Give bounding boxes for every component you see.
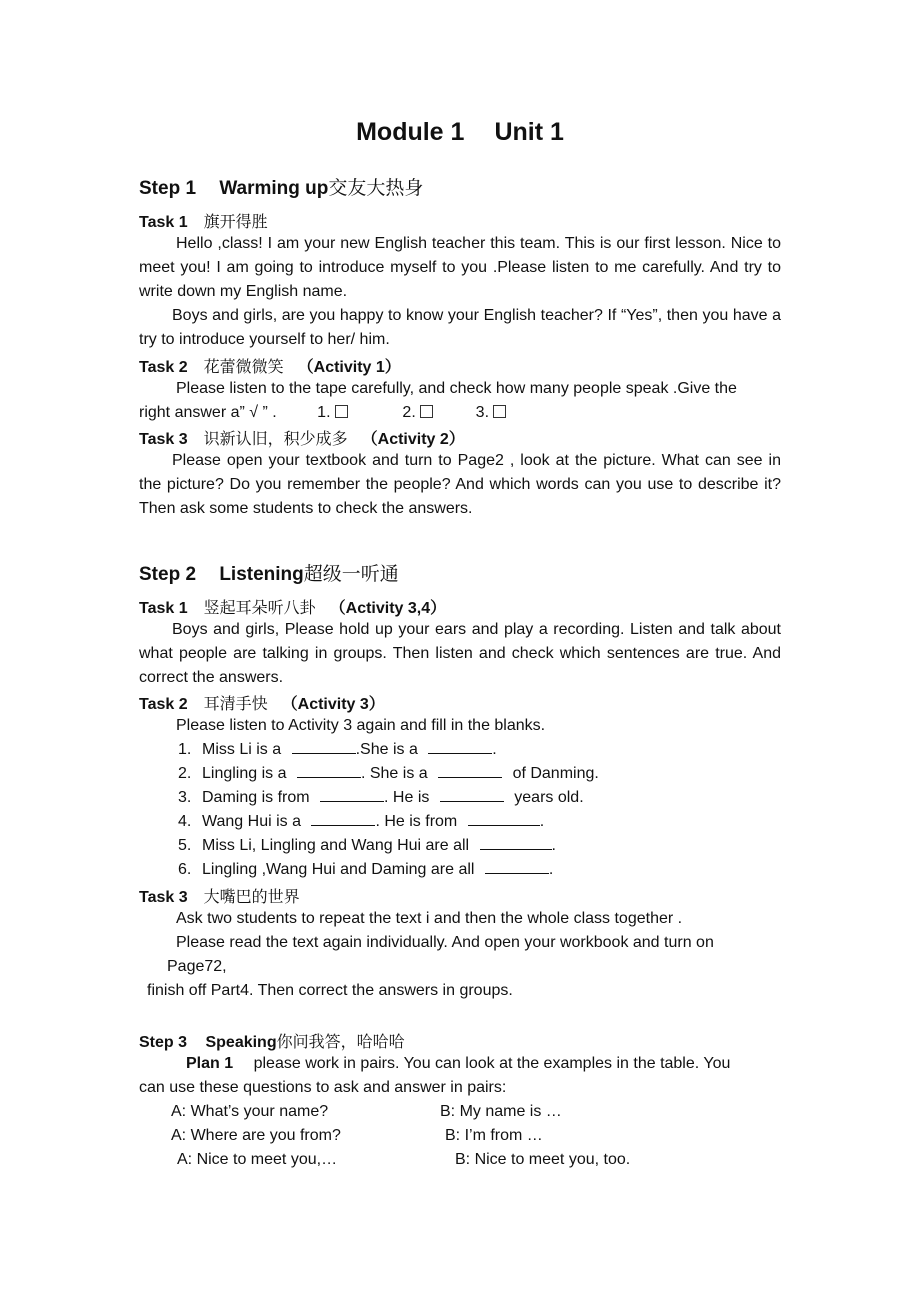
step1-task1-para2: Boys and girls, are you happy to know your English teacher? If “Yes”, then you have a try to introduce yourself to her/ him. [139,307,781,348]
task-activity: （Activity 2） [361,431,465,448]
step3-line1: Plan 1 please work in pairs. You can look at the examples in the table. You [186,1055,731,1072]
checkbox-2[interactable] [420,405,433,418]
blank-input[interactable] [468,811,540,826]
blank-input[interactable] [297,763,361,778]
page-title [0,118,920,147]
option-1: 1. [317,404,348,421]
step1-name: Warming up [219,178,329,199]
task-label: Task 3 [139,431,188,448]
step1-task2-line1: Please listen to the tape carefully, and check how many people speak .Give the [176,380,737,397]
fill-item-4: 4. Wang Hui is a . He is from . [178,813,545,830]
title-unit: Unit 1 [494,118,564,146]
blank-input[interactable] [480,835,552,850]
step1-task3-heading [139,426,465,449]
blank-input[interactable] [485,859,549,874]
task-label: Task 1 [139,600,188,617]
step1-task2-line2 [139,401,781,425]
step1-cn: 交友大热身 [328,177,424,199]
answer-instruction: right answer a” √ ” . [139,404,277,421]
blank-input[interactable] [320,787,384,802]
step2-label: Step 2 [139,564,197,585]
task-label: Task 3 [139,889,188,906]
step2-task3-line1: Ask two students to repeat the text i and then the whole class together . [176,910,683,927]
task-activity: （Activity 3） [281,696,385,713]
fill-item-2: 2. Lingling is a . She is a of Danming. [178,765,599,782]
step1-task2-heading [139,354,401,377]
task-label: Task 2 [139,696,188,713]
step2-task3-line4: finish off Part4. Then correct the answers in groups. [147,982,513,999]
step2-task2-heading [139,691,385,714]
task-cn: 耳清手快 [203,694,268,713]
step2-task2-intro: Please listen to Activity 3 again and fill in the blanks. [176,717,546,734]
title-module: Module 1 [356,118,465,146]
step2-task1-heading [139,595,446,618]
fill-item-6: 6. Lingling ,Wang Hui and Daming are all . [178,861,554,878]
task-cn: 竖起耳朵听八卦 [203,598,316,617]
checkbox-1[interactable] [335,405,348,418]
task-label: Task 2 [139,359,188,376]
fill-item-5: 5. Miss Li, Lingling and Wang Hui are all . [178,837,556,854]
dialog-b-2: B: I’m from … [445,1127,543,1144]
blank-input[interactable] [292,739,356,754]
dialog-b-1: B: My name is … [440,1103,562,1120]
fill-item-1: 1. Miss Li is a .She is a . [178,741,497,758]
step3-label: Step 3 [139,1034,188,1051]
step1-label: Step 1 [139,178,197,199]
fill-item-3: 3. Daming is from . He is years old. [178,789,584,806]
step3-name: Speaking [205,1034,277,1051]
step3-heading [139,1029,405,1052]
blank-input[interactable] [440,787,504,802]
task-cn: 大嘴巴的世界 [203,887,300,906]
blank-input[interactable] [428,739,492,754]
task-cn: 识新认旧，积少成多 [203,429,348,448]
task-label: Task 1 [139,214,188,231]
checkbox-3[interactable] [493,405,506,418]
step2-heading [139,559,399,586]
task-cn: 花蕾微微笑 [203,357,284,376]
dialog-a-2: A: Where are you from? [171,1127,341,1144]
step2-task3-heading [139,884,300,907]
blank-input[interactable] [438,763,502,778]
dialog-a-1: A: What’s your name? [171,1103,329,1120]
step2-task3-line2: Please read the text again individually. And open your workbook and turn on [176,934,714,951]
step1-task3-para: Please open your textbook and turn to Page2 , look at the picture. What can see in the picture? Do you remember the people? And which words can you use to describe it? Then ask some students to check the answers. [139,452,781,517]
dialog-b-3: B: Nice to meet you, too. [455,1151,631,1168]
step1-heading [139,173,423,200]
step1-task1-heading [139,209,268,232]
task-activity: （Activity 1） [297,359,401,376]
option-3: 3. [476,404,507,421]
task-cn: 旗开得胜 [203,212,268,231]
step2-task3-line3: Page72, [167,958,227,975]
blank-input[interactable] [311,811,375,826]
step2-name: Listening [219,564,304,585]
step2-cn: 超级一听通 [303,563,399,585]
step1-task1-para1: Hello ,class! I am your new English teacher this team. This is our first lesson. Nice to meet you! I am going to introduce myself to you .Please listen to me carefully. And try to write down my English name. [139,235,781,300]
step3-cn: 你问我答，哈哈哈 [276,1032,405,1051]
plan-label: Plan 1 [186,1055,234,1072]
step2-task1-para: Boys and girls, Please hold up your ears and play a recording. Listen and talk about what people are talking in groups. Then listen and check which sentences are true. And correct the answers. [139,621,781,686]
task-activity: （Activity 3,4） [329,600,447,617]
dialog-a-3: A: Nice to meet you,… [177,1151,338,1168]
option-2: 2. [402,404,433,421]
step3-line2: can use these questions to ask and answer in pairs: [139,1079,507,1096]
